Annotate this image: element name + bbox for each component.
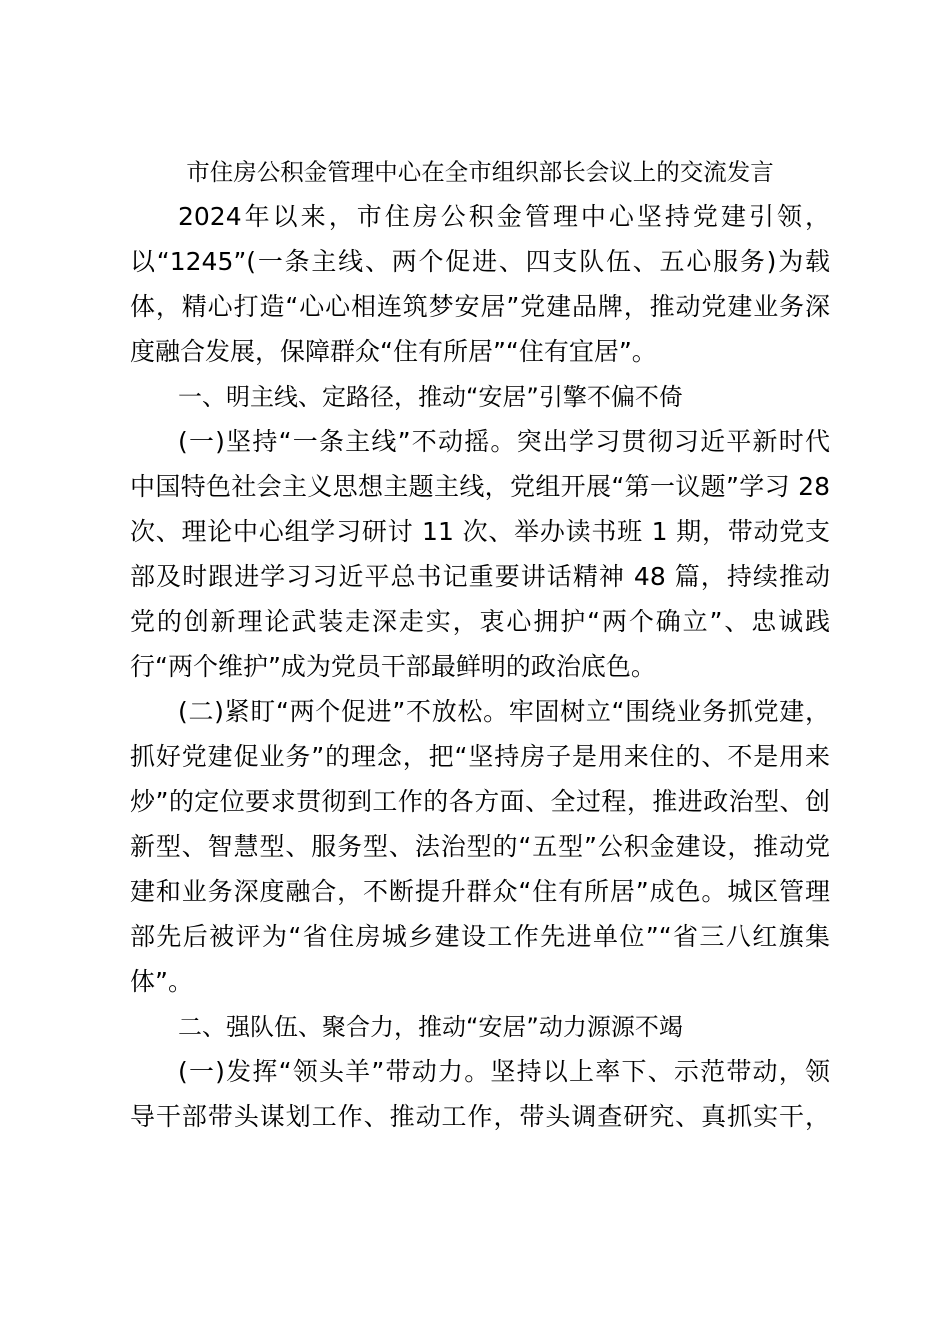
paragraph-line: 度融合发展，保障群众“住有所居”“住有宜居”。 — [130, 337, 657, 366]
paragraph-line: 体，精心打造“心心相连筑梦安居”党建品牌，推动党建业务深 — [130, 292, 830, 321]
paragraph-line: 炒”的定位要求贯彻到工作的各方面、全过程，推进政治型、创 — [130, 787, 830, 816]
paragraph-line: 次、理论中心组学习研讨 11 次、举办读书班 1 期，带动党支 — [130, 517, 830, 546]
paragraph-line: 部先后被评为“省住房城乡建设工作先进单位”“省三八红旗集 — [130, 922, 830, 951]
paragraph-line: 中国特色社会主义思想主题主线，党组开展“第一议题”学习 28 — [130, 472, 830, 501]
paragraph-line: 党的创新理论武装走深走实，衷心拥护“两个确立”、忠诚践 — [130, 607, 830, 636]
paragraph-line: 以“1245”(一条主线、两个促进、四支队伍、五心服务)为载 — [130, 247, 830, 276]
paragraph-line: 部及时跟进学习习近平总书记重要讲话精神 48 篇，持续推动 — [130, 562, 830, 591]
paragraph-line: (二)紧盯“两个促进”不放松。牢固树立“围绕业务抓党建， — [178, 697, 830, 726]
document-title: 市住房公积金管理中心在全市组织部长会议上的交流发言 — [186, 158, 774, 186]
paragraph-line: 行“两个维护”成为党员干部最鲜明的政治底色。 — [130, 652, 656, 681]
section-heading: 一、明主线、定路径，推动“安居”引擎不偏不倚 — [178, 383, 683, 411]
paragraph-line: 抓好党建促业务”的理念，把“坚持房子是用来住的、不是用来 — [130, 742, 830, 771]
paragraph-line: 导干部带头谋划工作、推动工作，带头调查研究、真抓实干， — [130, 1102, 830, 1131]
section-heading: 二、强队伍、聚合力，推动“安居”动力源源不竭 — [178, 1013, 683, 1041]
paragraph-line: 体”。 — [130, 967, 193, 996]
paragraph-line: 建和业务深度融合，不断提升群众“住有所居”成色。城区管理 — [130, 877, 830, 906]
paragraph-line: (一)发挥“领头羊”带动力。坚持以上率下、示范带动，领 — [178, 1057, 830, 1086]
paragraph-line: (一)坚持“一条主线”不动摇。突出学习贯彻习近平新时代 — [178, 427, 830, 456]
paragraph-line: 新型、智慧型、服务型、法治型的“五型”公积金建设，推动党 — [130, 832, 830, 861]
paragraph-line: 2024年以来，市住房公积金管理中心坚持党建引领， — [178, 202, 830, 231]
